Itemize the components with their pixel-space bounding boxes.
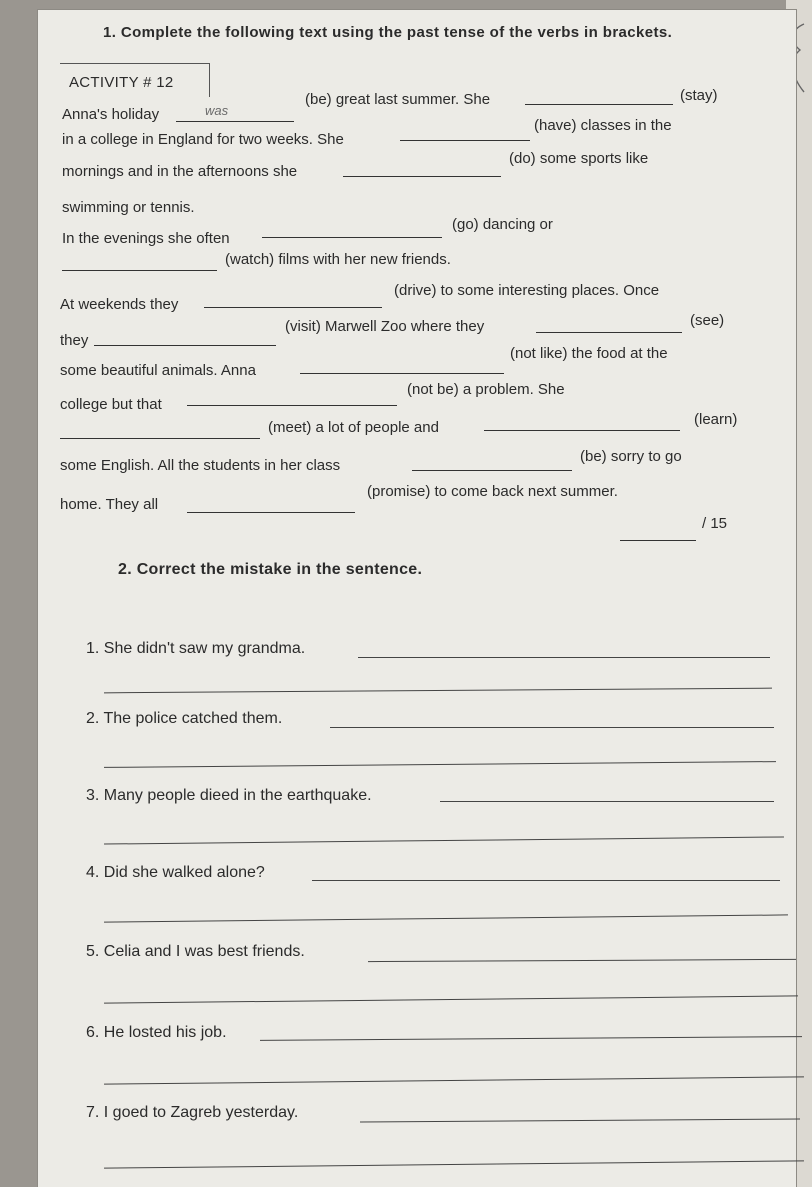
text-line-8c: (see)	[690, 312, 725, 329]
text-line-1a: Anna's holiday	[62, 106, 160, 123]
handwritten-answer: was	[205, 103, 229, 118]
score-blank[interactable]	[620, 540, 696, 541]
sentence-5: 5. Celia and I was best friends.	[86, 943, 305, 960]
answer-blank-1[interactable]	[176, 121, 294, 122]
sentence-3: 3. Many people dieed in the earthquake.	[86, 787, 372, 804]
text-line-8a: they	[60, 332, 89, 349]
answer-blank-2[interactable]	[525, 104, 673, 105]
text-line-3b: (do) some sports like	[509, 150, 649, 167]
text-line-1c: (stay)	[680, 87, 718, 104]
text-line-12b: (be) sorry to go	[580, 448, 682, 465]
answer-blank-15[interactable]	[187, 512, 355, 513]
task2-heading: 2. Correct the mistake in the sentence.	[118, 561, 423, 578]
text-line-6: (watch) films with her new friends.	[225, 251, 451, 268]
answer-blank-13[interactable]	[484, 430, 680, 431]
answer-blank-9[interactable]	[536, 332, 682, 333]
text-line-13a: home. They all	[60, 496, 159, 513]
text-line-4: swimming or tennis.	[62, 199, 195, 216]
text-line-9b: (not like) the food at the	[510, 345, 668, 362]
text-line-1b: (be) great last summer. She	[305, 91, 491, 108]
task1-heading: 1. Complete the following text using the past tense of the verbs in brackets.	[103, 24, 673, 41]
text-line-10a: college but that	[60, 396, 162, 413]
text-line-13b: (promise) to come back next summer.	[367, 483, 618, 500]
answer-blank-6[interactable]	[62, 270, 217, 271]
answer-blank-7[interactable]	[204, 307, 382, 308]
activity-box	[60, 63, 210, 97]
answer-line-1a[interactable]	[358, 657, 770, 658]
text-line-2a: in a college in England for two weeks. She	[62, 131, 344, 148]
answer-blank-14[interactable]	[412, 470, 572, 471]
answer-blank-3[interactable]	[400, 140, 530, 141]
sentence-1: 1. She didn't saw my grandma.	[86, 640, 306, 657]
text-line-2b: (have) classes in the	[534, 117, 672, 134]
answer-blank-4[interactable]	[343, 176, 501, 177]
answer-blank-8[interactable]	[94, 345, 276, 346]
sentence-6: 6. He losted his job.	[86, 1024, 227, 1041]
answer-blank-12[interactable]	[60, 438, 260, 439]
answer-blank-5[interactable]	[262, 237, 442, 238]
answer-blank-11[interactable]	[187, 405, 397, 406]
answer-line-4a[interactable]	[312, 880, 780, 881]
score-total: / 15	[702, 515, 728, 532]
text-line-7a: At weekends they	[60, 296, 179, 313]
answer-line-2a[interactable]	[330, 727, 774, 728]
text-line-8b: (visit) Marwell Zoo where they	[285, 318, 485, 335]
answer-blank-10[interactable]	[300, 373, 504, 374]
text-line-3a: mornings and in the afternoons she	[62, 163, 298, 180]
answer-line-3a[interactable]	[440, 801, 774, 802]
activity-label: ACTIVITY # 12	[69, 74, 174, 91]
sentence-7: 7. I goed to Zagreb yesterday.	[86, 1104, 299, 1121]
text-line-9a: some beautiful animals. Anna	[60, 362, 256, 379]
text-line-11a: (meet) a lot of people and	[268, 419, 439, 436]
sentence-4: 4. Did she walked alone?	[86, 864, 265, 881]
text-line-11b: (learn)	[694, 411, 738, 428]
text-line-5a: In the evenings she often	[62, 230, 230, 247]
text-line-5b: (go) dancing or	[452, 216, 553, 233]
text-line-12a: some English. All the students in her class	[60, 457, 341, 474]
text-line-10b: (not be) a problem. She	[407, 381, 565, 398]
text-line-7b: (drive) to some interesting places. Once	[394, 282, 660, 299]
worksheet-page	[38, 10, 796, 1187]
sentence-2: 2. The police catched them.	[86, 710, 283, 727]
